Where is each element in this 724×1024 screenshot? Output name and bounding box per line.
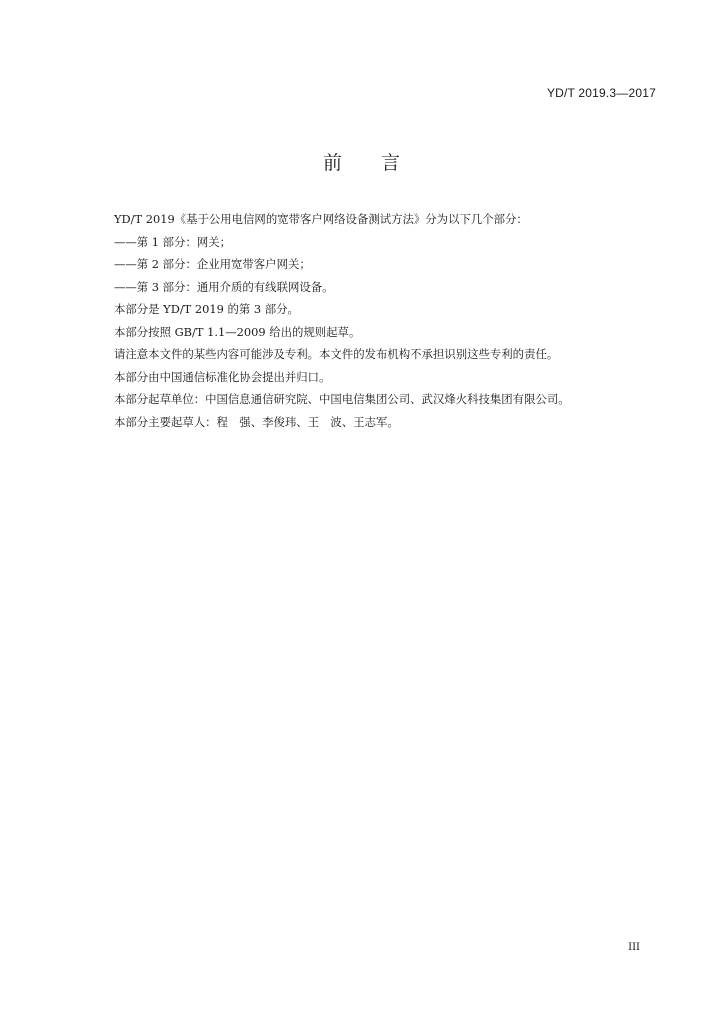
paragraph-part-1: ——第 1 部分：网关； xyxy=(114,234,232,249)
paragraph-drafting-units: 本部分起草单位：中国信息通信研究院、中国电信集团公司、武汉烽火科技集团有限公司。 xyxy=(114,392,570,406)
paragraph-series-intro: YD/T 2019《基于公用电信网的宽带客户网络设备测试方法》分为以下几个部分： xyxy=(114,212,528,226)
paragraph-this-part: 本部分是 YD/T 2019 的第 3 部分。 xyxy=(114,302,299,316)
title-char-1: 前 xyxy=(322,152,343,174)
page-number: III xyxy=(628,942,640,953)
page-title xyxy=(0,148,724,175)
title-char-2: 言 xyxy=(381,152,402,174)
paragraph-part-3: ——第 3 部分：通用介质的有线联网设备。 xyxy=(114,279,334,294)
foreword-body xyxy=(114,208,674,433)
standard-code-header: YD/T 2019.3—2017 xyxy=(546,86,656,100)
paragraph-drafters: 本部分主要起草人：程 强、李俊玮、王 波、王志军。 xyxy=(114,414,399,429)
paragraph-proposer: 本部分由中国通信标准化协会提出并归口。 xyxy=(114,369,331,384)
paragraph-drafting-rules: 本部分按照 GB/T 1.1—2009 给出的规则起草。 xyxy=(114,324,361,339)
paragraph-part-2: ——第 2 部分：企业用宽带客户网关； xyxy=(114,257,311,271)
paragraph-patent-notice: 请注意本文件的某些内容可能涉及专利。本文件的发布机构不承担识别这些专利的责任。 xyxy=(114,347,559,361)
